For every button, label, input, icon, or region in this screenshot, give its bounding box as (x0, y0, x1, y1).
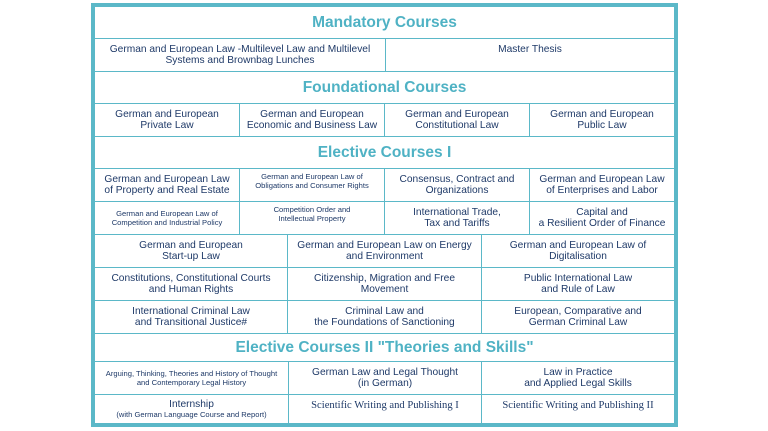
course-digitalisation: German and European Law of Digitalisation (482, 235, 674, 267)
course-competition-order-ip: Competition Order and Intellectual Property (240, 202, 384, 234)
internship-note: (with German Language Course and Report) (116, 410, 267, 420)
course-master-thesis: Master Thesis (386, 39, 674, 71)
course-start-up-law: German and European Start-up Law (95, 235, 287, 267)
course-obligations-consumer-rights: German and European Law of Obligations and Consumer Rights (240, 169, 384, 201)
course-arguing-thinking-theories: Arguing, Thinking, Theories and History of Thought and Contemporary Legal History (95, 362, 288, 394)
course-energy-environment: German and European Law on Energy and Environment (288, 235, 481, 267)
course-public-law: German and European Public Law (530, 104, 674, 136)
mandatory-courses-header: Mandatory Courses (95, 7, 674, 38)
foundational-courses-header: Foundational Courses (95, 72, 674, 103)
course-internship (95, 395, 288, 423)
course-citizenship-migration: Citizenship, Migration and Free Movement (288, 268, 481, 300)
course-law-in-practice: Law in Practice and Applied Legal Skills (482, 362, 674, 394)
course-constitutional-law: German and European Constitutional Law (385, 104, 529, 136)
course-public-international-law: Public International Law and Rule of Law (482, 268, 674, 300)
course-competition-industrial-policy: German and European Law of Competition and Industrial Policy (95, 202, 239, 234)
course-scientific-writing-1: Scientific Writing and Publishing I (289, 395, 481, 423)
course-enterprises-labor: German and European Law of Enterprises and Labor (530, 169, 674, 201)
course-comparative-criminal-law: European, Comparative and German Criminal Law (482, 301, 674, 333)
course-criminal-law-sanctioning: Criminal Law and the Foundations of Sanctioning (288, 301, 481, 333)
elective-courses-2-header: Elective Courses II "Theories and Skills" (95, 334, 674, 361)
course-scientific-writing-2: Scientific Writing and Publishing II (482, 395, 674, 423)
course-international-trade: International Trade, Tax and Tariffs (385, 202, 529, 234)
course-constitutions-human-rights: Constitutions, Constitutional Courts and Human Rights (95, 268, 287, 300)
course-german-legal-thought: German Law and Legal Thought (in German) (289, 362, 481, 394)
course-multilevel-law: German and European Law -Multilevel Law and Multilevel Systems and Brownbag Lunches (95, 39, 385, 71)
course-private-law: German and European Private Law (95, 104, 239, 136)
elective-courses-1-header: Elective Courses I (95, 137, 674, 168)
internship-label: Internship (169, 398, 214, 410)
course-consensus-contract: Consensus, Contract and Organizations (385, 169, 529, 201)
course-economic-business-law: German and European Economic and Business Law (240, 104, 384, 136)
course-structure-board (91, 3, 678, 427)
course-property-real-estate: German and European Law of Property and Real Estate (95, 169, 239, 201)
course-capital-finance: Capital and a Resilient Order of Finance (530, 202, 674, 234)
course-international-criminal-law: International Criminal Law and Transitional Justice# (95, 301, 287, 333)
